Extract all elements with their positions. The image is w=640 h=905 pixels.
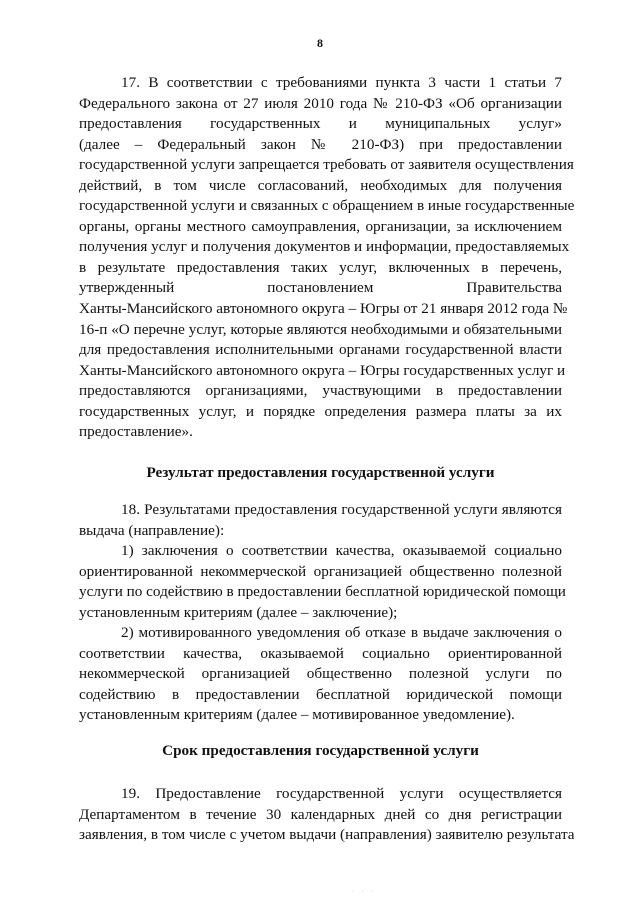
text-line: выдача (направление): <box>79 521 225 539</box>
text-line: 18. Результатами предоставления государственной услуги являются <box>121 501 562 518</box>
text-line: действий, в том числе согласований, необходимых для получения <box>79 176 562 194</box>
paragraph-19 <box>79 784 575 846</box>
text-line: Ханты-Мансийского автономного округа – Югры от 21 января 2012 года № <box>79 300 568 318</box>
text-line: некоммерческой организацией общественно полезной услуги по <box>79 665 562 683</box>
text-line: Федерального закона от 27 июля 2010 года № 210-ФЗ «Об организации <box>79 94 562 112</box>
text-line: для предоставления исполнительными органами государственной власти <box>79 341 562 359</box>
page-number: 8 <box>317 36 323 50</box>
text-line: услуги по содействию в предоставлении бесплатной юридической помощи <box>79 583 566 601</box>
text-line: предоставляются организациями, участвующими в предоставлении <box>79 382 562 400</box>
text-line: государственной услуги запрещается требовать от заявителя осуществления <box>79 156 574 174</box>
text-line: предоставления государственных и муниципальных услуг» <box>79 115 562 133</box>
text-line: в результате предоставления таких услуг, включенных в перечень, <box>79 258 562 276</box>
text-line: содействию в предоставлении бесплатной юридической помощи <box>79 685 562 703</box>
text-line: государственной услуги и связанных с обращением в иные государственные <box>79 197 575 215</box>
text-line: органы, органы местного самоуправления, организации, за исключением <box>79 217 562 235</box>
text-line: утвержденный постановлением Правительства <box>79 279 562 297</box>
text-line: заявления, в том числе с учетом выдачи (направления) заявителю результата <box>79 826 575 844</box>
text-line: предоставление». <box>79 423 193 441</box>
paragraph-17 <box>79 73 575 443</box>
paragraph-18-item-1 <box>79 541 566 623</box>
section-heading-result: Результат предоставления государственной услуги <box>146 464 495 481</box>
scan-speck: · · · <box>352 889 376 895</box>
text-line: 16-п «О перечне услуг, которые являются необходимыми и обязательными <box>79 320 562 338</box>
section-heading-term: Срок предоставления государственной услуги <box>162 742 479 759</box>
text-line: 2) мотивированного уведомления об отказе в выдаче заключения о <box>121 624 562 641</box>
text-line: 19. Предоставление государственной услуги осуществляется <box>121 785 562 802</box>
text-line: получения услуг и получения документов и информации, предоставляемых <box>79 238 570 256</box>
paragraph-18-item-2 <box>79 623 562 726</box>
text-line: (далее – Федеральный закон № 210-ФЗ) при предоставлении <box>79 135 562 153</box>
text-line: установленным критериям (далее – заключение); <box>79 603 398 621</box>
text-line: установленным критериям (далее – мотивированное уведомление). <box>79 706 515 724</box>
text-line: Ханты-Мансийского автономного округа – Югры государственных услуг и <box>79 361 566 379</box>
text-line: ориентированной некоммерческой организацией общественно полезной <box>79 562 562 580</box>
text-line: соответствии качества, оказываемой социально ориентированной <box>79 644 562 662</box>
text-line: 17. В соответствии с требованиями пункта 3 части 1 статьи 7 <box>121 74 562 91</box>
text-line: 1) заключения о соответствии качества, оказываемой социально <box>121 542 562 559</box>
text-line: государственных услуг, и порядке определения размера платы за их <box>79 402 562 420</box>
text-line: Департаментом в течение 30 календарных дней со дня регистрации <box>79 805 562 823</box>
paragraph-18 <box>79 500 562 541</box>
